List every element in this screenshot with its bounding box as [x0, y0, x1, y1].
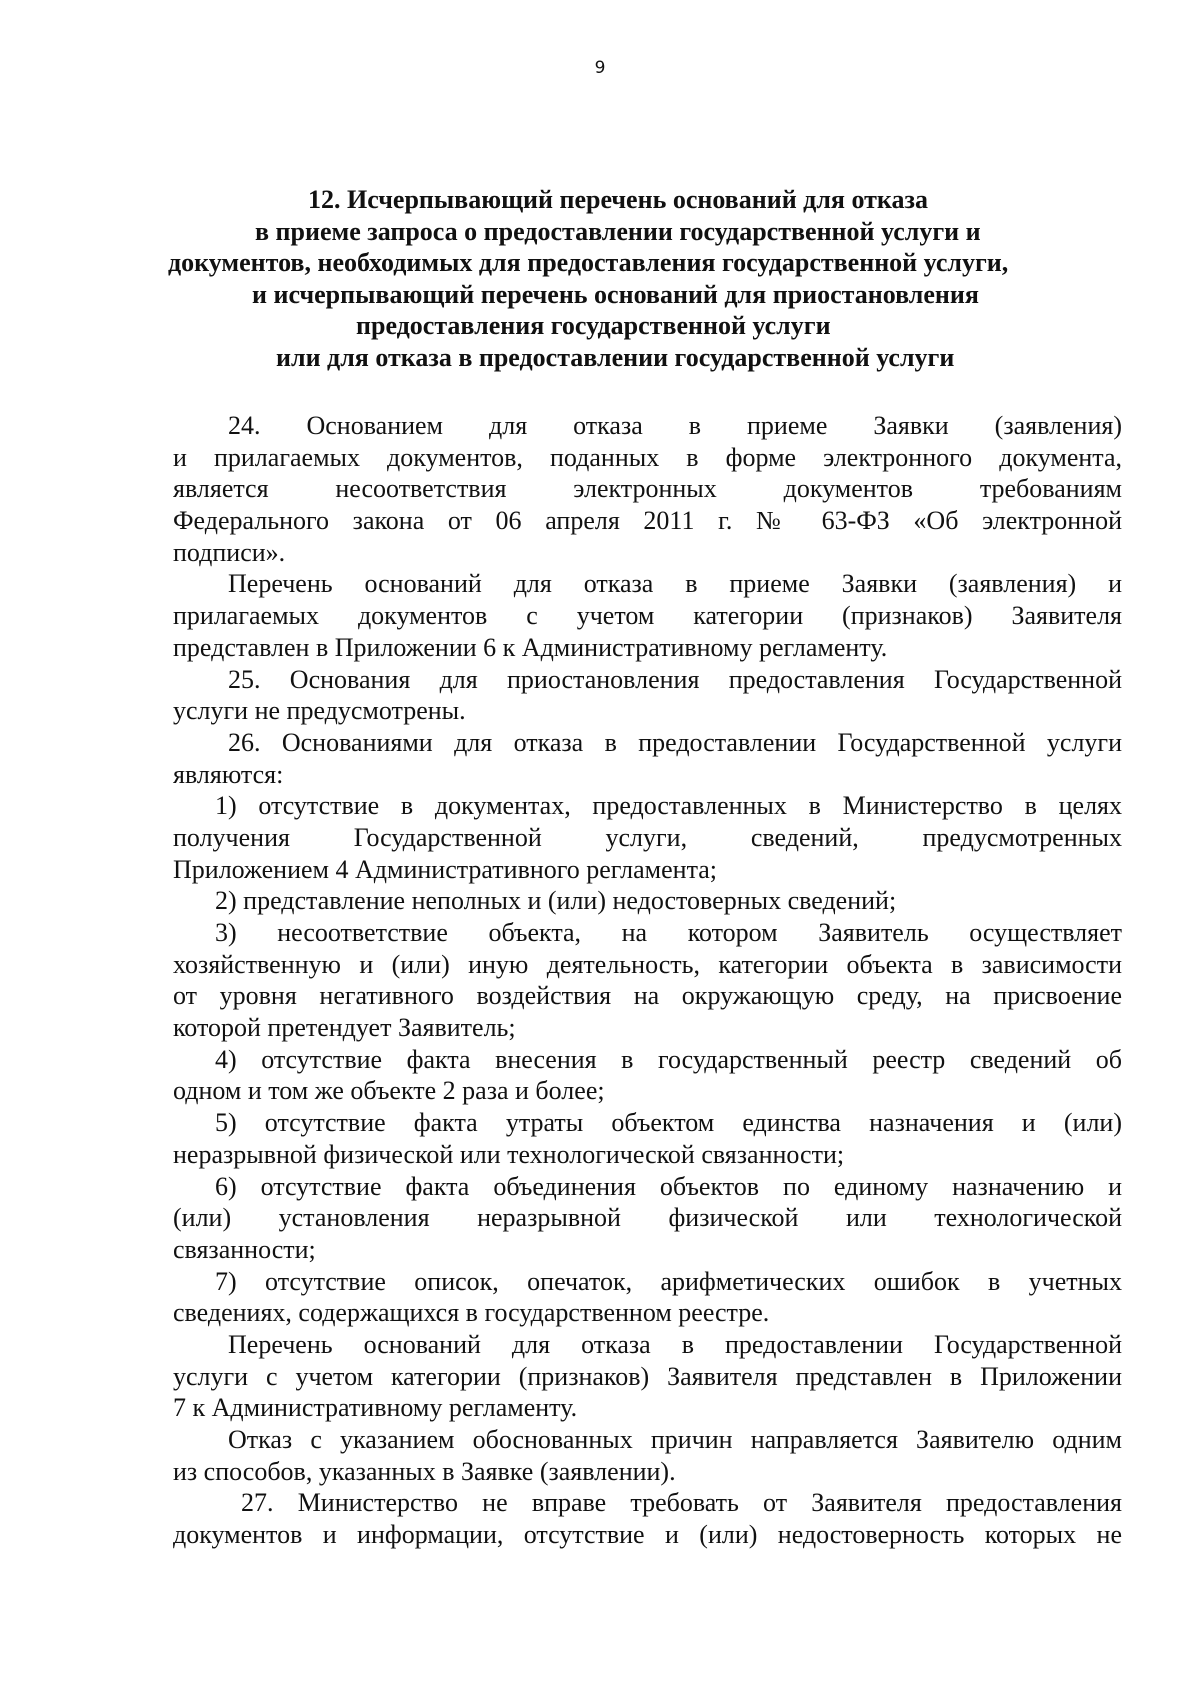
text-line: от уровня негативного воздействия на окружающую среду, на присвоение	[173, 981, 1122, 1011]
list-item-6	[173, 1171, 1122, 1266]
text-line: 27. Министерство не вправе требовать от Заявителя предоставления	[241, 1488, 1122, 1518]
heading-line: в приеме запроса о предоставлении государственной услуги и	[255, 216, 981, 246]
paragraph-refusal-notice	[173, 1424, 1122, 1487]
text-line: подписи».	[173, 537, 286, 567]
text-line: (или) установления неразрывной физической или технологической	[173, 1203, 1122, 1233]
text-line: Приложением 4 Административного регламента;	[173, 854, 718, 884]
text-line: 7) отсутствие описок, опечаток, арифметических ошибок в учетных	[215, 1266, 1122, 1296]
paragraph-27	[173, 1487, 1122, 1550]
text-line: 3) несоответствие объекта, на котором Заявитель осуществляет	[215, 918, 1122, 947]
text-line: из способов, указанных в Заявке (заявлении).	[173, 1456, 676, 1486]
text-line: Отказ с указанием обоснованных причин направляется Заявителю одним	[228, 1425, 1122, 1454]
text-line: 24. Основанием для отказа в приеме Заявки (заявления)	[228, 411, 1122, 440]
text-line: 1) отсутствие в документах, предоставленных в Министерство в целях	[215, 791, 1122, 821]
section-heading	[0, 184, 1200, 373]
text-line: 26. Основаниями для отказа в предоставлении Государственной услуги	[228, 727, 1122, 757]
heading-line: и исчерпывающий перечень оснований для приостановления	[252, 279, 979, 309]
text-line: одном и том же объекте 2 раза и более;	[173, 1076, 605, 1106]
text-line: прилагаемых документов с учетом категории (признаков) Заявителя	[173, 601, 1122, 631]
heading-line: предоставления государственной услуги	[356, 311, 831, 340]
text-line: сведениях, содержащихся в государственном реестре.	[173, 1298, 770, 1328]
text-line: 2) представление неполных и (или) недостоверных сведений;	[215, 886, 897, 916]
list-item-4	[173, 1044, 1122, 1107]
text-line: 5) отсутствие факта утраты объектом единства назначения и (или)	[215, 1108, 1122, 1138]
list-item-2	[173, 885, 1122, 917]
text-line: Перечень оснований для отказа в приеме Заявки (заявления) и	[228, 569, 1122, 599]
paragraph-26	[173, 727, 1122, 790]
list-item-7	[173, 1266, 1122, 1329]
text-line: получения Государственной услуги, сведений, предусмотренных	[173, 822, 1122, 852]
text-line: хозяйственную и (или) иную деятельность, категории объекта в зависимости	[173, 949, 1122, 979]
text-line: услуги не предусмотрены.	[173, 696, 466, 726]
text-line: представлен в Приложении 6 к Административному регламенту.	[173, 632, 888, 662]
text-line: является несоответствия электронных документов требованиям	[173, 474, 1122, 504]
document-body	[173, 410, 1122, 1551]
text-line: услуги с учетом категории (признаков) Заявителя представлен в Приложении	[173, 1361, 1122, 1391]
text-line: неразрывной физической или технологической связанности;	[173, 1139, 845, 1169]
paragraph-appendix-7	[173, 1329, 1122, 1424]
page-number: 9	[594, 58, 606, 78]
text-line: документов и информации, отсутствие и (или) недостоверность которых не	[173, 1520, 1122, 1550]
paragraph-24	[173, 410, 1122, 568]
text-line: являются:	[173, 759, 284, 789]
text-line: 6) отсутствие факта объединения объектов по единому назначению и	[215, 1171, 1122, 1201]
text-line: Перечень оснований для отказа в предоставлении Государственной	[228, 1329, 1122, 1359]
text-line: связанности;	[173, 1234, 316, 1264]
text-line: 7 к Административному регламенту.	[173, 1393, 578, 1423]
paragraph-25	[173, 664, 1122, 727]
text-line: 4) отсутствие факта внесения в государственный реестр сведений об	[215, 1044, 1122, 1074]
paragraph-appendix-6	[173, 568, 1122, 663]
list-item-3	[173, 917, 1122, 1044]
list-item-1	[173, 790, 1122, 885]
text-line: которой претендует Заявитель;	[173, 1013, 516, 1043]
heading-line: 12. Исчерпывающий перечень оснований для отказа	[308, 185, 928, 214]
list-item-5	[173, 1107, 1122, 1170]
text-line: Федерального закона от 06 апреля 2011 г. № 63-ФЗ «Об электронной	[173, 506, 1122, 536]
heading-line: или для отказа в предоставлении государственной услуги	[276, 342, 955, 372]
text-line: и прилагаемых документов, поданных в форме электронного документа,	[173, 442, 1122, 472]
heading-line: документов, необходимых для предоставления государственной услуги,	[168, 248, 1009, 277]
text-line: 25. Основания для приостановления предоставления Государственной	[228, 664, 1122, 694]
